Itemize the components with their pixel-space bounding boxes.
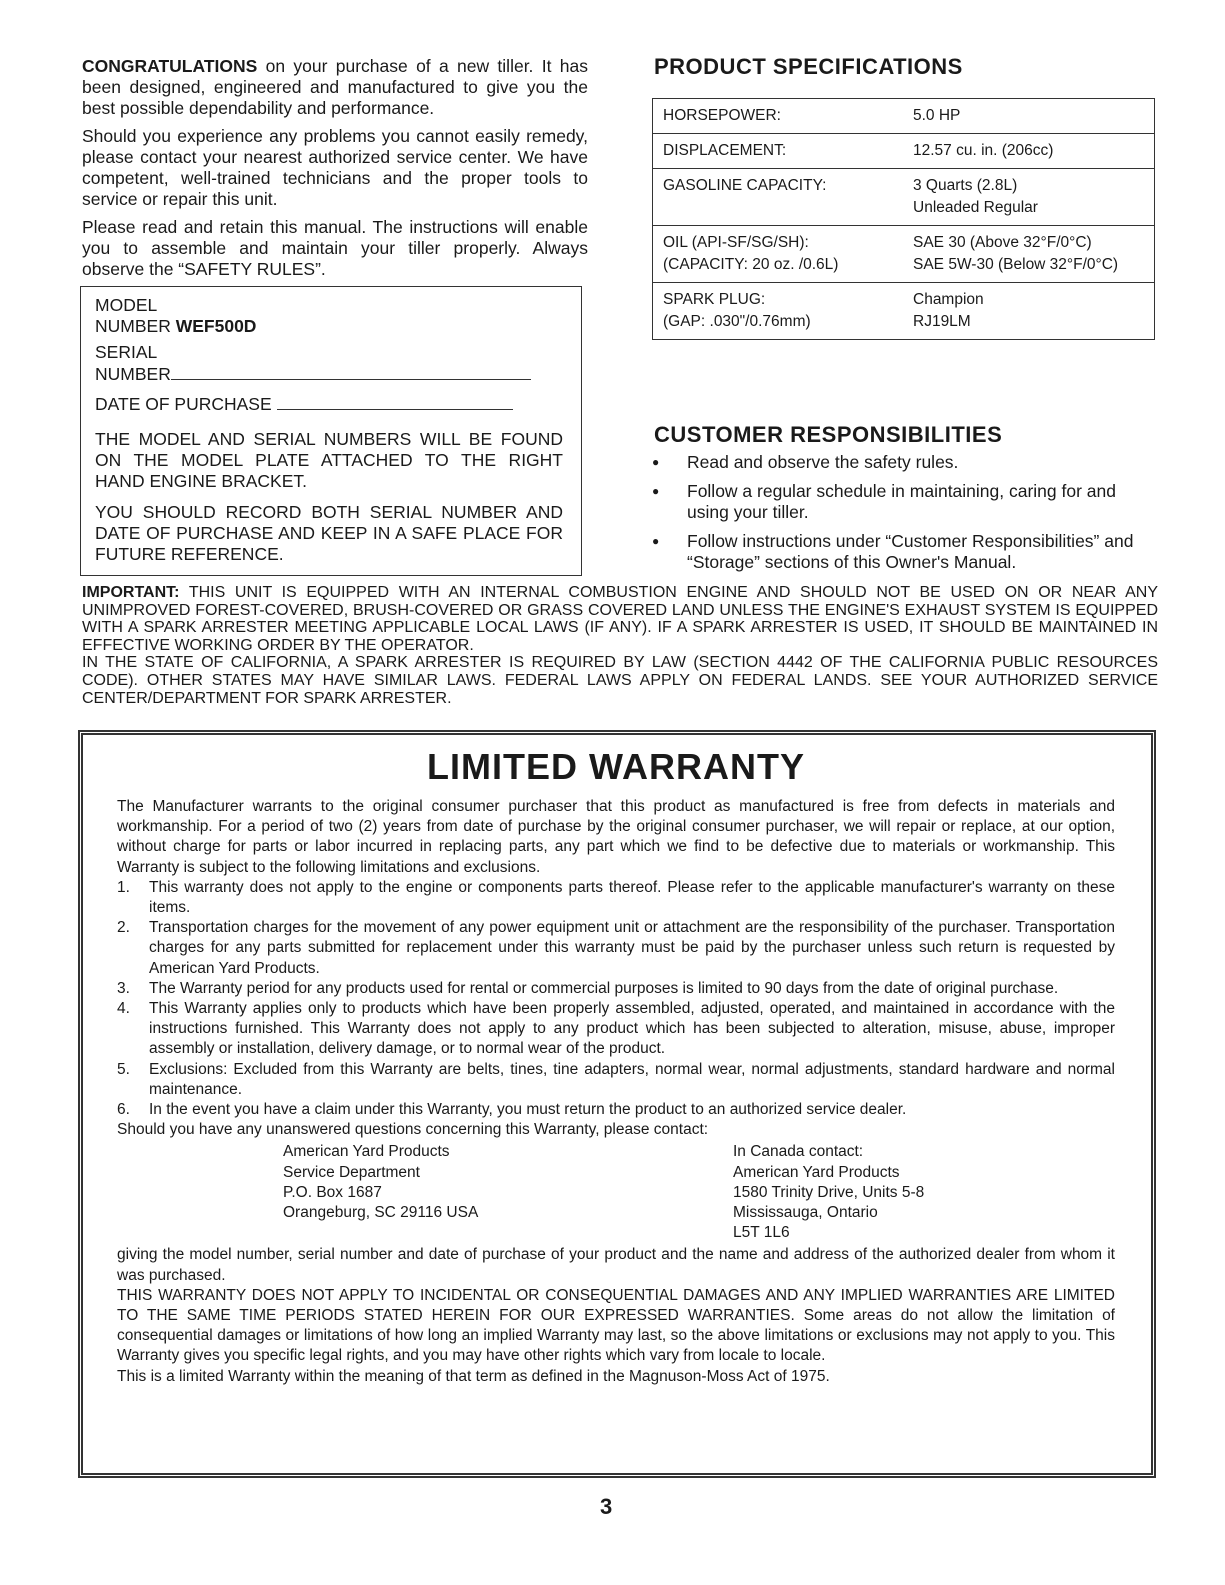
model-number-label: NUMBER	[95, 316, 171, 336]
congratulations-lead: CONGRATULATIONS	[82, 56, 258, 76]
bullet-icon: ●	[652, 455, 660, 469]
customer-responsibilities-title: CUSTOMER RESPONSIBILITIES	[654, 422, 1003, 447]
important-text: THIS UNIT IS EQUIPPED WITH AN INTERNAL COMBUSTION ENGINE AND SHOULD NOT BE USED ON OR NEAR ANY UNIMPROVED FOREST-COVERED, BRUSH-COVERED OR GRASS COVERED LAND UNLESS THE ENGINE'S EXHAUST SYSTEM IS EQUIPPED WITH A SPARK ARRESTER MEETING APPLICABLE LOCAL LAWS (IF ANY). IF A SPARK ARRESTER IS USED, IT SHOULD BE MAINTAINED IN EFFECTIVE WORKING ORDER BY THE OPERATOR.	[82, 584, 1158, 654]
intro-congratulations	[82, 56, 588, 119]
spec-label: OIL (API-SF/SG/SH):	[663, 234, 809, 251]
list-item: 2. Transportation charges for the movement of any power equipment unit or attachment are the responsibility of the purchaser. Transportation charges for any parts submitted for replacement under this warranty must be paid by the purchaser unless such return is requested by American Yard Products.	[117, 919, 1115, 977]
product-specifications-table	[652, 98, 1155, 340]
model-plate-note: THE MODEL AND SERIAL NUMBERS WILL BE FOUND ON THE MODEL PLATE ATTACHED TO THE RIGHT HAND ENGINE BRACKET.	[95, 429, 563, 491]
spec-value: SAE 30 (Above 32°F/0°C)	[913, 234, 1092, 251]
warranty-contact-intro: Should you have any unanswered questions concerning this Warranty, please contact:	[117, 1121, 709, 1139]
spec-row-displacement	[653, 134, 1154, 169]
warranty-intro: The Manufacturer warrants to the original consumer purchaser that this product as manufactured is free from defects in materials and workmanship. For a period of two (2) years from date of purchase by the original consumer purchaser, we will repair or replace, at our option, without charge for parts or labor incurred in replacing parts, any part which we find to be defective due to materials or workmanship. This Warranty is subject to the following limitations and exclusions.	[117, 798, 1115, 876]
spec-value: Champion	[913, 291, 984, 308]
serial-number-label: NUMBER	[95, 364, 171, 384]
model-number-row	[95, 316, 563, 337]
bullet-icon: ●	[652, 484, 660, 498]
list-item: 4. This Warranty applies only to products which have been properly assembled, adjusted, operated, and maintained in accordance with the instructions furnished. This Warranty does not apply to any product which has been subjected to alteration, misuse, abuse, improper assembly or installation, delivery damage, or to normal wear of the product.	[117, 1000, 1115, 1058]
serial-number-blank	[171, 363, 531, 380]
list-item: ● Read and observe the safety rules.	[652, 452, 959, 472]
warranty-disclaimer: THIS WARRANTY DOES NOT APPLY TO INCIDENTAL OR CONSEQUENTIAL DAMAGES AND ANY IMPLIED WARRANTIES ARE LIMITED TO THE SAME TIME PERIODS STATED HEREIN FOR OUR EXPRESSED WARRANTIES. Some areas do not allow the limitation of consequential damages or limitations of how long an implied Warranty may last, so the above limitations or exclusions may not apply to you. This Warranty gives you specific legal rights, and you may have other rights which vary from locale to locale.	[117, 1286, 1115, 1365]
spec-value-secondary: SAE 5W-30 (Below 32°F/0°C)	[913, 256, 1119, 273]
contact-addresses	[117, 1142, 1115, 1243]
spec-label: SPARK PLUG:	[663, 291, 766, 308]
customer-responsibilities-list	[650, 452, 1158, 581]
spec-row-gasoline	[653, 169, 1154, 226]
record-numbers-note: YOU SHOULD RECORD BOTH SERIAL NUMBER AND DATE OF PURCHASE AND KEEP IN A SAFE PLACE FOR FUTURE REFERENCE.	[95, 502, 563, 564]
spec-value-secondary: RJ19LM	[913, 313, 971, 330]
spec-value-secondary: Unleaded Regular	[913, 199, 1038, 216]
spec-label: HORSEPOWER:	[663, 107, 781, 124]
spec-value: 3 Quarts (2.8L)	[913, 177, 1018, 194]
spec-label-secondary: (CAPACITY: 20 oz. /0.6L)	[663, 256, 839, 273]
spec-row-horsepower	[653, 99, 1154, 134]
date-of-purchase-label: DATE OF PURCHASE	[95, 394, 272, 414]
important-lead: IMPORTANT:	[82, 584, 180, 601]
spec-label: GASOLINE CAPACITY:	[663, 177, 827, 194]
warranty-final-statement: This is a limited Warranty within the meaning of that term as defined in the Magnuson-Moss Act of 1975.	[117, 1367, 830, 1385]
spec-row-spark-plug	[653, 283, 1154, 339]
model-label: MODEL	[95, 295, 158, 315]
page-number: 3	[600, 1494, 613, 1519]
intro-section	[82, 56, 588, 287]
congratulations-text: on your purchase of a new tiller. It has been designed, engineered and manufactured to give you the best possible dependability and performance.	[82, 56, 588, 118]
limited-warranty-box	[78, 730, 1156, 1478]
product-specifications-title: PRODUCT SPECIFICATIONS	[654, 54, 963, 79]
california-notice: IN THE STATE OF CALIFORNIA, A SPARK ARRESTER IS REQUIRED BY LAW (SECTION 4442 OF THE CALIFORNIA PUBLIC RESOURCES CODE). OTHER STATES MAY HAVE SIMILAR LAWS. FEDERAL LAWS APPLY ON FEDERAL LANDS. SEE YOUR AUTHORIZED SERVICE CENTER/DEPARTMENT FOR SPARK ARRESTER.	[82, 654, 1158, 707]
model-serial-box	[80, 286, 582, 576]
list-item: ● Follow a regular schedule in maintaining, caring for and using your tiller.	[652, 481, 1116, 522]
model-number-value: WEF500D	[175, 316, 257, 336]
spec-value: 5.0 HP	[913, 107, 961, 124]
date-of-purchase-row	[95, 393, 563, 415]
list-item: 3. The Warranty period for any products used for rental or commercial purposes is limited to 90 days from the date of original purchase.	[117, 979, 1059, 997]
spec-label: DISPLACEMENT:	[663, 142, 787, 159]
canada-address: In Canada contact: American Yard Products 1580 Trinity Drive, Units 5-8 Mississauga, Ontario L5T 1L6	[733, 1143, 925, 1242]
spec-label-secondary: (GAP: .030"/0.76mm)	[663, 313, 811, 330]
spec-row-oil	[653, 226, 1154, 283]
warranty-after-address: giving the model number, serial number and date of purchase of your product and the name and address of the authorized dealer from whom it was purchased.	[117, 1246, 1115, 1284]
intro-manual-paragraph: Please read and retain this manual. The instructions will enable you to assemble and maintain your tiller properly. Always observe the “SAFETY RULES”.	[82, 217, 588, 279]
list-item: 1. This warranty does not apply to the engine or components parts thereof. Please refer to the applicable manufacturer's warranty on these items.	[117, 878, 1115, 917]
serial-number-row	[95, 363, 563, 385]
list-item: 6. In the event you have a claim under this Warranty, you must return the product to an authorized service dealer.	[117, 1101, 907, 1119]
spec-value: 12.57 cu. in. (206cc)	[913, 142, 1054, 159]
bullet-icon: ●	[652, 534, 660, 548]
intro-service-paragraph: Should you experience any problems you cannot easily remedy, please contact your nearest authorized service center. We have competent, well-trained technicians and the proper tools to service or repair this unit.	[82, 126, 588, 209]
warranty-limitations-list	[117, 878, 1115, 1120]
us-address: American Yard Products Service Department P.O. Box 1687 Orangeburg, SC 29116 USA	[283, 1143, 479, 1222]
date-of-purchase-blank	[277, 393, 513, 410]
list-item: ● Follow instructions under “Customer Responsibilities” and “Storage” sections of this Owner's Manual.	[652, 531, 1134, 572]
serial-label: SERIAL	[95, 342, 158, 362]
list-item: 5. Exclusions: Excluded from this Warranty are belts, tines, tine adapters, normal wear, normal adjustments, standard hardware and normal maintenance.	[117, 1060, 1115, 1098]
important-notice	[82, 584, 1158, 707]
limited-warranty-title: LIMITED WARRANTY	[427, 746, 805, 787]
